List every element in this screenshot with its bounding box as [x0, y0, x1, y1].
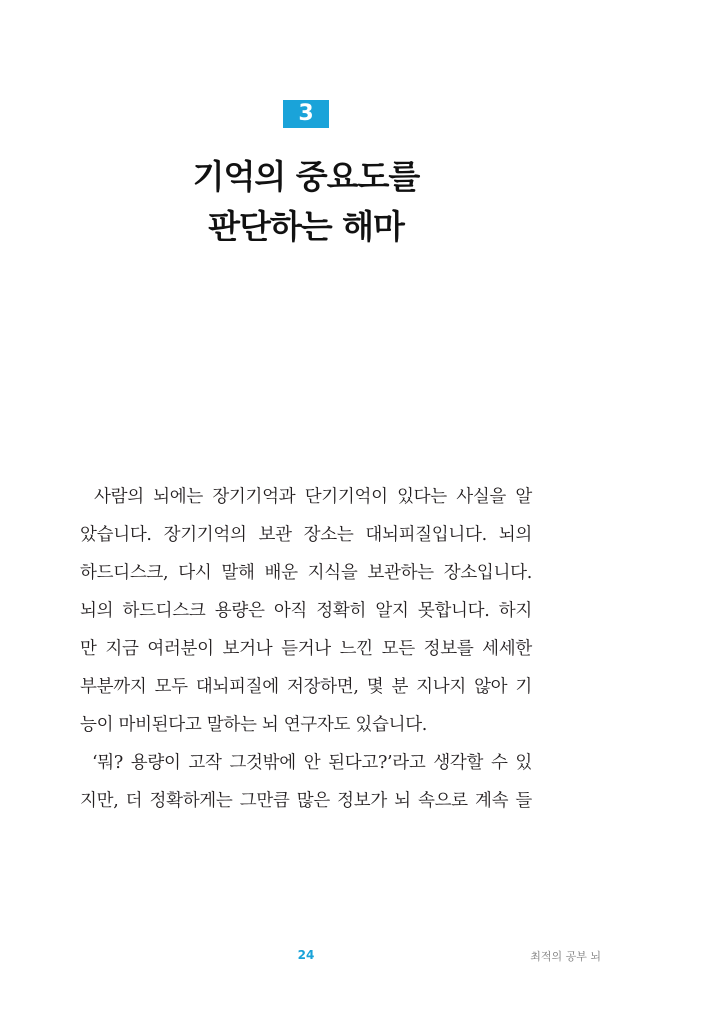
running-title: 최적의 공부 뇌: [530, 950, 601, 963]
chapter-title-line-2: 판단하는 해마: [208, 207, 404, 246]
body-text: [80, 478, 532, 820]
body-line: 만 지금 여러분이 보거나 듣거나 느낀 모든 정보를 세세한: [80, 639, 532, 659]
chapter-title-line-1: 기억의 중요도를: [192, 157, 420, 196]
body-line: 능이 마비된다고 말하는 뇌 연구자도 있습니다.: [80, 715, 428, 735]
body-line: 사람의 뇌에는 장기기억과 단기기억이 있다는 사실을 알: [94, 487, 532, 507]
page-number: 24: [297, 948, 315, 962]
chapter-title: [0, 152, 612, 252]
body-line: 았습니다. 장기기억의 보관 장소는 대뇌피질입니다. 뇌의: [80, 525, 532, 545]
body-line: 뇌의 하드디스크 용량은 아직 정확히 알지 못합니다. 하지: [80, 601, 532, 621]
chapter-number-badge: 3: [283, 100, 329, 128]
body-line: 부분까지 모두 대뇌피질에 저장하면, 몇 분 지나지 않아 기: [80, 677, 532, 697]
body-line: ‘뭐? 용량이 고작 그것밖에 안 된다고?’라고 생각할 수 있: [92, 753, 532, 773]
body-line: 하드디스크, 다시 말해 배운 지식을 보관하는 장소입니다.: [80, 563, 532, 583]
body-line: 지만, 더 정확하게는 그만큼 많은 정보가 뇌 속으로 계속 들: [80, 791, 532, 811]
